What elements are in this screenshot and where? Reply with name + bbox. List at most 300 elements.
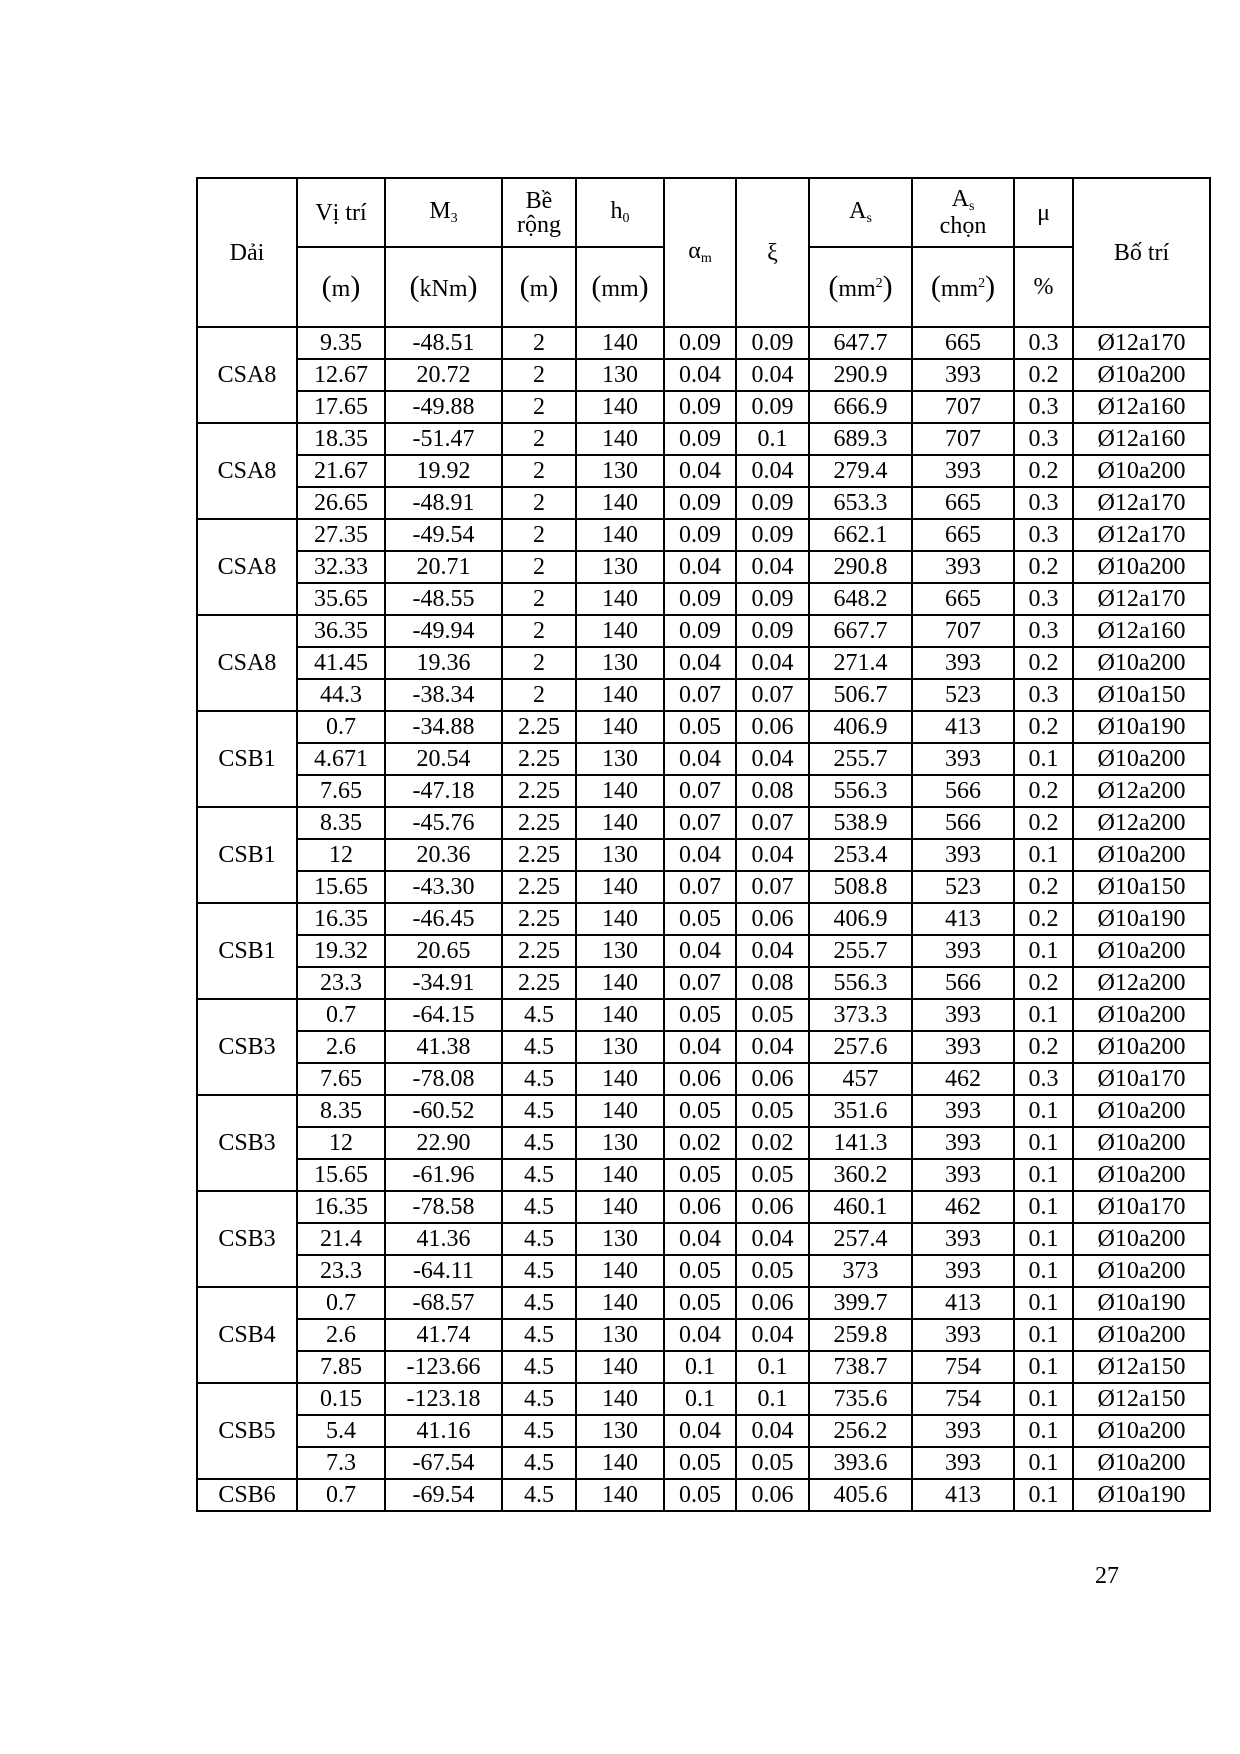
table-cell: 140: [576, 1351, 664, 1383]
strip-name: CSA8: [197, 423, 297, 519]
header-as: $A_s$: [809, 178, 912, 247]
table-cell: 0.05: [736, 1159, 809, 1191]
table-cell: 32.33: [297, 551, 385, 583]
table-cell: 0.1: [1014, 935, 1073, 967]
table-row: [197, 903, 1210, 935]
table-cell: 0.09: [664, 391, 736, 423]
table-cell: Ø12a200: [1073, 967, 1210, 999]
table-cell: 393: [912, 839, 1014, 871]
table-cell: 271.4: [809, 647, 912, 679]
table-cell: 290.9: [809, 359, 912, 391]
table-cell: 23.3: [297, 1255, 385, 1287]
table-cell: 393: [912, 647, 1014, 679]
table-cell: 689.3: [809, 423, 912, 455]
table-cell: 20.71: [385, 551, 502, 583]
table-cell: 373.3: [809, 999, 912, 1031]
table-cell: 0.04: [736, 743, 809, 775]
table-cell: -49.88: [385, 391, 502, 423]
table-row: [197, 1287, 1210, 1319]
table-cell: 0.1: [1014, 1447, 1073, 1479]
table-cell: 0.04: [736, 551, 809, 583]
table-cell: 130: [576, 1319, 664, 1351]
table-cell: 556.3: [809, 967, 912, 999]
table-cell: 566: [912, 967, 1014, 999]
table-cell: 538.9: [809, 807, 912, 839]
table-cell: 666.9: [809, 391, 912, 423]
table-row: [197, 999, 1210, 1031]
table-cell: 648.2: [809, 583, 912, 615]
table-cell: -68.57: [385, 1287, 502, 1319]
table-cell: 2.25: [502, 839, 576, 871]
table-cell: 405.6: [809, 1479, 912, 1511]
table-cell: 0.2: [1014, 967, 1073, 999]
table-cell: 253.4: [809, 839, 912, 871]
table-cell: 413: [912, 1287, 1014, 1319]
table-cell: 255.7: [809, 743, 912, 775]
table-cell: 2.25: [502, 935, 576, 967]
table-cell: 0.7: [297, 999, 385, 1031]
table-cell: -48.91: [385, 487, 502, 519]
table-cell: 0.04: [664, 839, 736, 871]
table-cell: 0.09: [736, 583, 809, 615]
table-body: [197, 178, 1210, 1511]
table-cell: 393: [912, 1159, 1014, 1191]
table-cell: 0.06: [736, 1063, 809, 1095]
table-cell: 130: [576, 455, 664, 487]
table-cell: 0.08: [736, 967, 809, 999]
table-row: [197, 743, 1210, 775]
header-mu: μ: [1014, 178, 1073, 247]
table-cell: 4.5: [502, 1159, 576, 1191]
table-cell: 462: [912, 1063, 1014, 1095]
table-cell: 0.05: [664, 999, 736, 1031]
table-cell: Ø10a190: [1073, 711, 1210, 743]
table-cell: 130: [576, 647, 664, 679]
table-cell: 21.4: [297, 1223, 385, 1255]
table-cell: 4.5: [502, 1063, 576, 1095]
table-cell: 406.9: [809, 903, 912, 935]
table-cell: 0.02: [664, 1127, 736, 1159]
table-row: [197, 487, 1210, 519]
table-cell: Ø10a200: [1073, 1095, 1210, 1127]
table-cell: 2.25: [502, 967, 576, 999]
unit-knm: (kNm): [385, 247, 502, 327]
table-cell: 140: [576, 1255, 664, 1287]
table-cell: 130: [576, 1415, 664, 1447]
table-cell: 460.1: [809, 1191, 912, 1223]
table-cell: 0.1: [1014, 1191, 1073, 1223]
table-cell: 0.3: [1014, 679, 1073, 711]
table-row: [197, 1127, 1210, 1159]
table-cell: -34.91: [385, 967, 502, 999]
table-cell: 0.09: [664, 423, 736, 455]
table-cell: 2.25: [502, 711, 576, 743]
table-row: [197, 935, 1210, 967]
strip-name: CSA8: [197, 327, 297, 423]
table-cell: 4.5: [502, 1479, 576, 1511]
table-cell: 20.54: [385, 743, 502, 775]
table-row: [197, 679, 1210, 711]
table-cell: 0.2: [1014, 807, 1073, 839]
table-cell: Ø10a200: [1073, 551, 1210, 583]
table-cell: 393: [912, 1255, 1014, 1287]
table-row: [197, 1415, 1210, 1447]
table-cell: 20.65: [385, 935, 502, 967]
unit-percent: %: [1014, 247, 1073, 327]
table-cell: 4.5: [502, 1031, 576, 1063]
table-cell: 16.35: [297, 1191, 385, 1223]
table-cell: 15.65: [297, 1159, 385, 1191]
table-cell: 0.09: [664, 519, 736, 551]
table-cell: 0.1: [1014, 999, 1073, 1031]
table-cell: Ø10a200: [1073, 1319, 1210, 1351]
table-cell: 15.65: [297, 871, 385, 903]
table-cell: 665: [912, 327, 1014, 359]
table-cell: 393: [912, 935, 1014, 967]
header-xi: ξ: [736, 178, 809, 327]
table-cell: 141.3: [809, 1127, 912, 1159]
table-cell: 4.5: [502, 1415, 576, 1447]
table-cell: 4.5: [502, 1319, 576, 1351]
table-cell: 140: [576, 391, 664, 423]
table-cell: 4.5: [502, 1255, 576, 1287]
page-number: 27: [1095, 1563, 1119, 1589]
table-cell: 0.1: [736, 1351, 809, 1383]
table-cell: 393.6: [809, 1447, 912, 1479]
table-cell: 0.04: [736, 359, 809, 391]
table-cell: 35.65: [297, 583, 385, 615]
unit-mm2: $(mm^2)$: [809, 247, 912, 327]
table-cell: 523: [912, 679, 1014, 711]
table-cell: 393: [912, 1415, 1014, 1447]
table-cell: -49.94: [385, 615, 502, 647]
table-cell: 0.3: [1014, 423, 1073, 455]
table-cell: 290.8: [809, 551, 912, 583]
table-cell: 508.8: [809, 871, 912, 903]
strip-name: CSA8: [197, 519, 297, 615]
table-cell: 140: [576, 903, 664, 935]
table-cell: -38.34: [385, 679, 502, 711]
table-cell: 2.25: [502, 807, 576, 839]
table-cell: 0.3: [1014, 583, 1073, 615]
table-row: [197, 775, 1210, 807]
table-cell: 140: [576, 871, 664, 903]
table-cell: 2: [502, 487, 576, 519]
table-cell: 5.4: [297, 1415, 385, 1447]
table-cell: 2: [502, 551, 576, 583]
table-cell: 140: [576, 711, 664, 743]
reinforcement-table: [196, 177, 1211, 1512]
table-cell: 0.06: [736, 1191, 809, 1223]
table-cell: 140: [576, 583, 664, 615]
header-position: Vị trí: [297, 178, 385, 247]
table-cell: 140: [576, 1063, 664, 1095]
table-cell: 0.1: [1014, 1479, 1073, 1511]
table-cell: -67.54: [385, 1447, 502, 1479]
table-row: [197, 1159, 1210, 1191]
table-cell: 566: [912, 807, 1014, 839]
table-cell: 0.15: [297, 1383, 385, 1415]
table-cell: 8.35: [297, 1095, 385, 1127]
table-cell: 2: [502, 327, 576, 359]
table-cell: Ø10a200: [1073, 455, 1210, 487]
table-cell: 0.07: [664, 871, 736, 903]
table-cell: 0.1: [1014, 1351, 1073, 1383]
strip-name: CSB5: [197, 1383, 297, 1479]
table-cell: 0.05: [664, 1447, 736, 1479]
table-cell: 393: [912, 1095, 1014, 1127]
table-cell: 0.1: [1014, 1159, 1073, 1191]
table-cell: 2: [502, 647, 576, 679]
table-cell: 0.07: [736, 679, 809, 711]
table-cell: 0.04: [736, 935, 809, 967]
table-cell: 2: [502, 391, 576, 423]
table-cell: Ø10a170: [1073, 1191, 1210, 1223]
table-cell: 0.05: [664, 903, 736, 935]
table-cell: -43.30: [385, 871, 502, 903]
table-cell: 393: [912, 1319, 1014, 1351]
table-cell: 140: [576, 1287, 664, 1319]
table-cell: Ø10a200: [1073, 359, 1210, 391]
table-cell: 2.25: [502, 871, 576, 903]
table-cell: 0.09: [664, 583, 736, 615]
table-cell: 0.09: [664, 327, 736, 359]
table-cell: 0.04: [736, 1223, 809, 1255]
table-cell: 406.9: [809, 711, 912, 743]
table-cell: 17.65: [297, 391, 385, 423]
table-cell: 0.07: [664, 807, 736, 839]
table-cell: 0.06: [736, 903, 809, 935]
table-row: [197, 391, 1210, 423]
table-cell: 0.04: [736, 455, 809, 487]
table-cell: -64.15: [385, 999, 502, 1031]
table-cell: 0.05: [664, 1159, 736, 1191]
table-cell: 4.5: [502, 1447, 576, 1479]
table-cell: -48.55: [385, 583, 502, 615]
table-cell: 0.04: [664, 935, 736, 967]
table-cell: 0.1: [1014, 743, 1073, 775]
table-cell: 393: [912, 743, 1014, 775]
table-cell: 0.06: [736, 1479, 809, 1511]
table-row: [197, 359, 1210, 391]
table-cell: 0.06: [736, 711, 809, 743]
table-cell: 393: [912, 359, 1014, 391]
table-cell: Ø10a200: [1073, 839, 1210, 871]
table-row: [197, 1191, 1210, 1223]
table-cell: 2.6: [297, 1031, 385, 1063]
table-cell: Ø10a200: [1073, 1223, 1210, 1255]
header-width: Bề rộng: [502, 178, 576, 247]
table-cell: 0.1: [736, 1383, 809, 1415]
table-cell: 0.07: [736, 807, 809, 839]
strip-name: CSA8: [197, 615, 297, 711]
table-cell: -49.54: [385, 519, 502, 551]
table-cell: 140: [576, 519, 664, 551]
table-cell: Ø10a200: [1073, 1031, 1210, 1063]
table-cell: 0.1: [1014, 1319, 1073, 1351]
strip-name: CSB4: [197, 1287, 297, 1383]
strip-name: CSB3: [197, 1095, 297, 1191]
table-row: [197, 1095, 1210, 1127]
unit-mm2-selected: $(mm^2)$: [912, 247, 1014, 327]
table-cell: Ø12a170: [1073, 327, 1210, 359]
table-cell: 647.7: [809, 327, 912, 359]
table-cell: Ø10a150: [1073, 679, 1210, 711]
table-cell: 0.04: [736, 839, 809, 871]
table-cell: 2: [502, 519, 576, 551]
table-cell: 259.8: [809, 1319, 912, 1351]
table-cell: 0.2: [1014, 903, 1073, 935]
table-row: [197, 839, 1210, 871]
table-cell: -48.51: [385, 327, 502, 359]
table-cell: 0.1: [1014, 1127, 1073, 1159]
header-h0: $h_0$: [576, 178, 664, 247]
table-cell: 41.38: [385, 1031, 502, 1063]
table-cell: 16.35: [297, 903, 385, 935]
table-cell: 140: [576, 487, 664, 519]
table-cell: 2.25: [502, 775, 576, 807]
table-cell: 665: [912, 583, 1014, 615]
table-cell: 0.09: [664, 615, 736, 647]
table-cell: 257.6: [809, 1031, 912, 1063]
table-cell: 140: [576, 967, 664, 999]
table-cell: 707: [912, 615, 1014, 647]
table-cell: 0.04: [664, 1031, 736, 1063]
table-cell: Ø10a190: [1073, 1479, 1210, 1511]
table-cell: 0.1: [736, 423, 809, 455]
table-cell: 130: [576, 935, 664, 967]
table-cell: 4.5: [502, 1127, 576, 1159]
table-cell: 41.16: [385, 1415, 502, 1447]
table-cell: 7.65: [297, 775, 385, 807]
table-cell: 140: [576, 423, 664, 455]
table-cell: 140: [576, 1479, 664, 1511]
table-cell: 457: [809, 1063, 912, 1095]
table-row: [197, 1223, 1210, 1255]
table-cell: 393: [912, 999, 1014, 1031]
table-cell: 130: [576, 839, 664, 871]
table-cell: 0.09: [736, 519, 809, 551]
table-row: [197, 1319, 1210, 1351]
strip-name: CSB1: [197, 807, 297, 903]
table-cell: -46.45: [385, 903, 502, 935]
table-cell: 4.5: [502, 999, 576, 1031]
table-cell: 4.5: [502, 1223, 576, 1255]
table-cell: 0.04: [736, 1319, 809, 1351]
table-cell: 0.3: [1014, 615, 1073, 647]
table-cell: 0.2: [1014, 871, 1073, 903]
table-cell: 393: [912, 551, 1014, 583]
table-cell: 393: [912, 1031, 1014, 1063]
table-cell: 0.3: [1014, 391, 1073, 423]
table-cell: 393: [912, 455, 1014, 487]
table-cell: 0.1: [1014, 1255, 1073, 1287]
table-cell: 393: [912, 1223, 1014, 1255]
table-cell: 0.1: [1014, 1383, 1073, 1415]
table-row: [197, 711, 1210, 743]
table-cell: 0.04: [664, 743, 736, 775]
table-cell: 0.05: [736, 1255, 809, 1287]
table-cell: 0.2: [1014, 1031, 1073, 1063]
table-cell: 7.85: [297, 1351, 385, 1383]
table-row: [197, 423, 1210, 455]
table-cell: 2: [502, 455, 576, 487]
table-cell: 0.07: [664, 967, 736, 999]
table-cell: 23.3: [297, 967, 385, 999]
table-cell: 0.07: [664, 775, 736, 807]
table-cell: -61.96: [385, 1159, 502, 1191]
table-cell: 0.07: [664, 679, 736, 711]
table-cell: -64.11: [385, 1255, 502, 1287]
table-row: [197, 871, 1210, 903]
table-cell: -78.58: [385, 1191, 502, 1223]
table-cell: Ø10a200: [1073, 1159, 1210, 1191]
table-cell: Ø12a200: [1073, 807, 1210, 839]
table-cell: Ø12a160: [1073, 423, 1210, 455]
table-cell: Ø10a150: [1073, 871, 1210, 903]
table-cell: 0.06: [736, 1287, 809, 1319]
table-row: [197, 1063, 1210, 1095]
table-cell: 12: [297, 839, 385, 871]
table-cell: 21.67: [297, 455, 385, 487]
table-cell: 36.35: [297, 615, 385, 647]
table-cell: 130: [576, 1223, 664, 1255]
unit-mm: (mm): [576, 247, 664, 327]
table-cell: 140: [576, 1095, 664, 1127]
table-cell: 665: [912, 519, 1014, 551]
table-cell: 2: [502, 583, 576, 615]
table-cell: 7.65: [297, 1063, 385, 1095]
table-cell: 0.09: [736, 615, 809, 647]
table-cell: Ø10a200: [1073, 935, 1210, 967]
table-cell: 0.05: [664, 1479, 736, 1511]
table-cell: -34.88: [385, 711, 502, 743]
table-cell: 738.7: [809, 1351, 912, 1383]
strip-name: CSB3: [197, 1191, 297, 1287]
table-cell: 19.32: [297, 935, 385, 967]
table-cell: -123.18: [385, 1383, 502, 1415]
header-alpha-m: $\alpha_m$: [664, 178, 736, 327]
table-cell: 12.67: [297, 359, 385, 391]
table-cell: 19.36: [385, 647, 502, 679]
table-cell: 130: [576, 1031, 664, 1063]
table-cell: 0.05: [736, 1095, 809, 1127]
table-row: [197, 1255, 1210, 1287]
table-cell: 0.2: [1014, 775, 1073, 807]
table-cell: 130: [576, 359, 664, 391]
table-cell: 9.35: [297, 327, 385, 359]
table-cell: 4.671: [297, 743, 385, 775]
table-cell: -69.54: [385, 1479, 502, 1511]
header-layout: Bố trí: [1073, 178, 1210, 327]
table-cell: 2.25: [502, 903, 576, 935]
table-cell: 0.05: [664, 1287, 736, 1319]
table-row: [197, 519, 1210, 551]
table-cell: 256.2: [809, 1415, 912, 1447]
table-cell: 0.04: [664, 1319, 736, 1351]
table-cell: 20.36: [385, 839, 502, 871]
table-cell: 754: [912, 1383, 1014, 1415]
table-cell: 653.3: [809, 487, 912, 519]
table-cell: 662.1: [809, 519, 912, 551]
table-cell: 665: [912, 487, 1014, 519]
table-row: [197, 967, 1210, 999]
table-cell: 140: [576, 807, 664, 839]
table-cell: Ø10a200: [1073, 1415, 1210, 1447]
table-cell: Ø10a200: [1073, 1255, 1210, 1287]
table-cell: 0.04: [736, 1031, 809, 1063]
table-cell: 523: [912, 871, 1014, 903]
